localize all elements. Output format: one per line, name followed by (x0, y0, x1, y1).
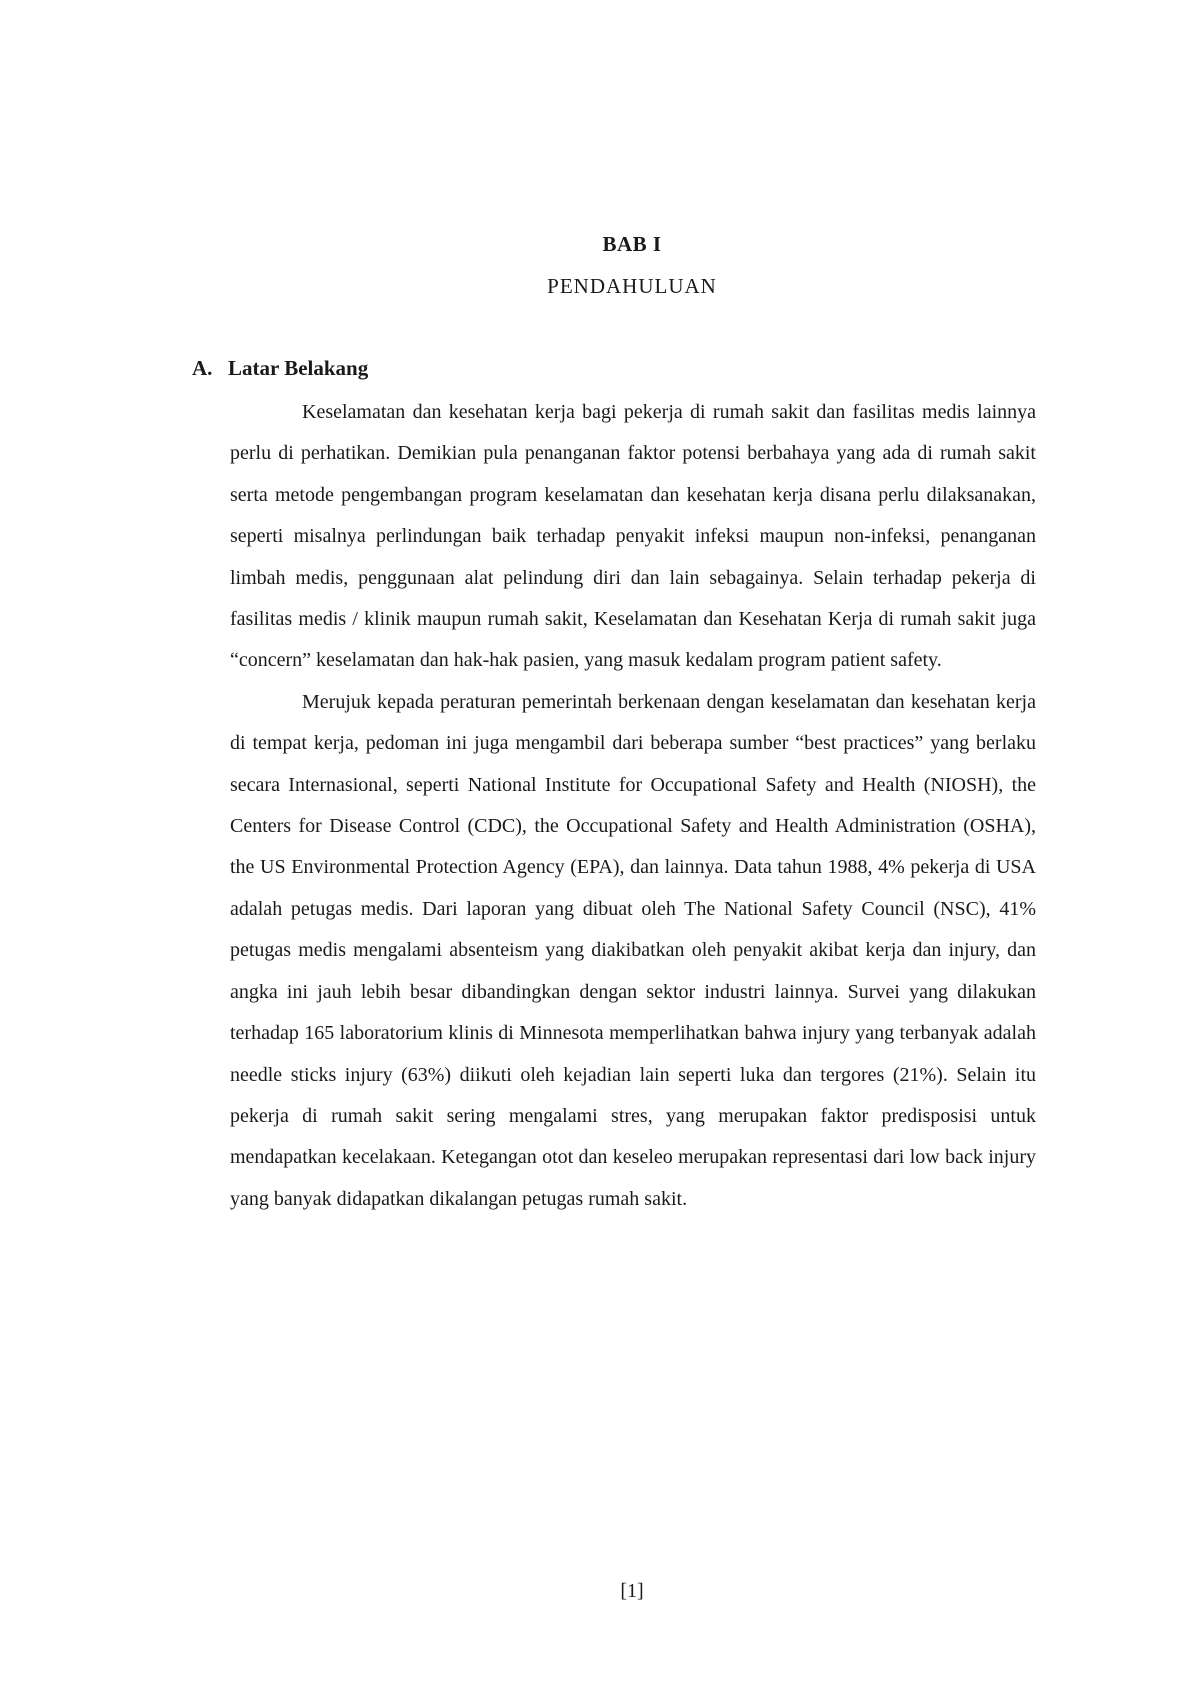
paragraph: Merujuk kepada peraturan pemerintah berkenaan dengan keselamatan dan kesehatan kerja di tempat kerja, pedoman ini juga mengambil dari beberapa sumber “best practices” yang berlaku secara Internasional, seperti National Institute for Occupational Safety and Health (NIOSH), the Centers for Disease Control (CDC), the Occupational Safety and Health Administration (OSHA), the US Environmental Protection Agency (EPA), dan lainnya. Data tahun 1988, 4% pekerja di USA adalah petugas medis. Dari laporan yang dibuat oleh The National Safety Council (NSC), 41% petugas medis mengalami absenteism yang diakibatkan oleh penyakit akibat kerja dan injury, dan angka ini jauh lebih besar dibandingkan dengan sektor industri lainnya. Survei yang dilakukan terhadap 165 laboratorium klinis di Minnesota memperlihatkan bahwa injury yang terbanyak adalah needle sticks injury (63%) diikuti oleh kejadian lain seperti luka dan tergores (21%). Selain itu pekerja di rumah sakit sering mengalami stres, yang merupakan faktor predisposisi untuk mendapatkan kecelakaan. Ketegangan otot dan keseleo merupakan representasi dari low back injury yang banyak didapatkan dikalangan petugas rumah sakit. (230, 690, 1036, 1210)
section-heading (192, 356, 368, 381)
chapter-title: PENDAHULUAN (547, 274, 717, 298)
page-number: [1] (620, 1580, 644, 1602)
paragraph: Keselamatan dan kesehatan kerja bagi pekerja di rumah sakit dan fasilitas medis lainnya perlu di perhatikan. Demikian pula penanganan faktor potensi berbahaya yang ada di rumah sakit serta metode pengembangan program keselamatan dan kesehatan kerja disana perlu dilaksanakan, seperti misalnya perlindungan baik terhadap penyakit infeksi maupun non-infeksi, penanganan limbah medis, penggunaan alat pelindung diri dan lain sebagainya. Selain terhadap pekerja di fasilitas medis / klinik maupun rumah sakit, Keselamatan dan Kesehatan Kerja di rumah sakit juga “concern” keselamatan dan hak-hak pasien, yang masuk kedalam program patient safety. (230, 401, 1036, 672)
section-title: Latar Belakang (228, 356, 369, 380)
section-marker: A. (192, 356, 213, 380)
body-text (230, 392, 1036, 1220)
chapter-number: BAB I (602, 232, 662, 256)
